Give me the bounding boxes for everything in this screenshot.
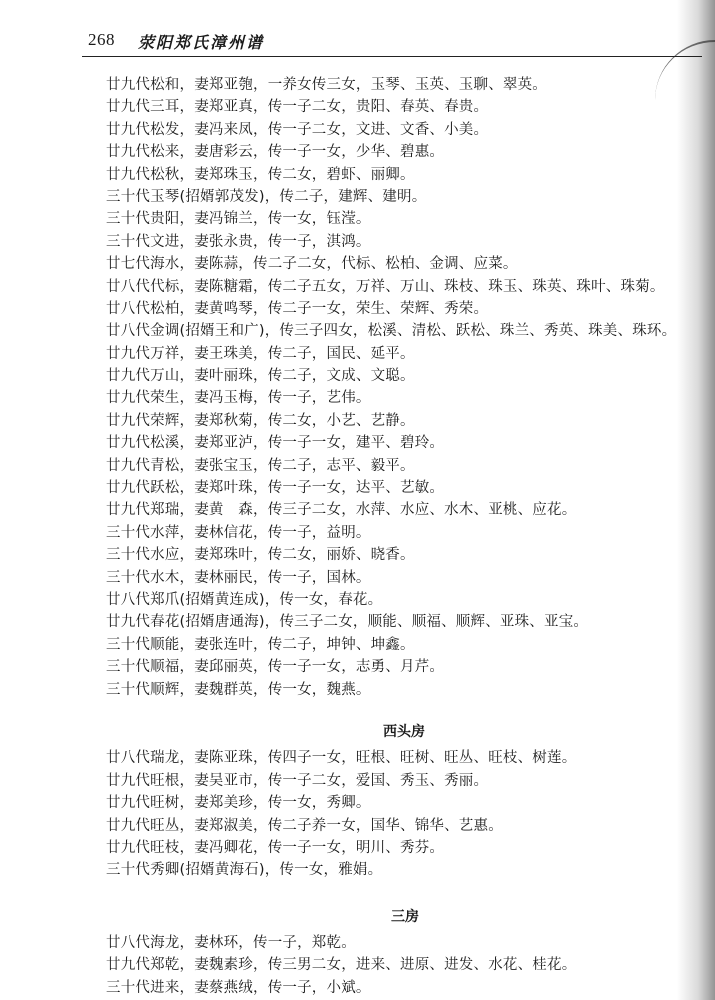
genealogy-entry: 廿八代海龙，妻林环，传一子，郑乾。 xyxy=(106,935,356,952)
genealogy-entry: 廿九代松来，妻唐彩云，传一子一女，少华、碧惠。 xyxy=(106,144,445,161)
genealogy-entry: 廿八代金调(招婿王和广)，传三子四女，松溪、清松、跃松、珠兰、秀英、珠美、珠环。 xyxy=(106,323,677,340)
genealogy-entry: 廿九代青松，妻张宝玉，传二子，志平、毅平。 xyxy=(106,457,415,474)
genealogy-entry: 廿九代松秋，妻郑珠玉，传二女，碧虾、丽卿。 xyxy=(106,166,415,183)
genealogy-entry: 廿七代海水，妻陈蒜，传二子二女，代标、松柏、金调、应菜。 xyxy=(106,256,518,273)
genealogy-entry: 三十代进来，妻蔡燕绒，传一子，小斌。 xyxy=(106,979,371,996)
genealogy-entry: 三十代秀卿(招婿黄海石)，传一女，雅娟。 xyxy=(106,862,383,879)
genealogy-entry: 廿九代郑瑞，妻黄 森，传三子二女，水萍、水应、水木、亚桃、应花。 xyxy=(106,502,577,519)
genealogy-entry: 廿九代荣辉，妻郑秋菊，传二女，小艺、艺静。 xyxy=(106,412,415,429)
genealogy-entry: 廿九代万祥，妻王珠美，传二子，国民、延平。 xyxy=(106,345,415,362)
genealogy-entry: 廿九代春花(招婿唐通海)，传三子二女，顺能、顺福、顺辉、亚珠、亚宝。 xyxy=(106,614,589,631)
genealogy-entry: 廿九代郑乾，妻魏素珍，传三男二女，进来、进原、进发、水花、桂花。 xyxy=(106,957,577,974)
genealogy-entry: 廿九代松和，妻郑亚匏，一养女传三女，玉琴、玉英、玉聊、翠英。 xyxy=(106,77,547,93)
genealogy-entry: 三十代玉琴(招婿郭茂发)，传二子，建辉、建明。 xyxy=(106,188,427,205)
genealogy-entry: 廿九代三耳，妻郑亚真，传一子二女，贵阳、春英、春贵。 xyxy=(106,99,489,116)
section-heading: 西头房 xyxy=(383,723,425,740)
genealogy-entry: 三十代文进，妻张永贵，传一子，淇鸿。 xyxy=(106,233,371,250)
genealogy-entry: 廿九代松发，妻冯来凤，传一子二女，文进、文香、小美。 xyxy=(106,121,489,138)
genealogy-text xyxy=(106,74,691,999)
genealogy-entry: 廿九代万山，妻叶丽珠，传二子，文成、文聪。 xyxy=(106,368,415,385)
genealogy-entry: 廿九代松溪，妻郑亚泸，传一子一女，建平、碧玲。 xyxy=(106,435,445,452)
genealogy-entry: 廿八代代标，妻陈糖霜，传二子五女，万祥、万山、珠枝、珠玉、珠英、珠叶、珠菊。 xyxy=(106,278,665,295)
genealogy-entry: 廿八代松柏，妻黄鸣琴，传二子一女，荣生、荣辉、秀荣。 xyxy=(106,300,489,317)
book-title: 荥阳郑氏漳州谱 xyxy=(138,33,265,52)
genealogy-entry: 三十代顺福，妻邱丽英，传一子一女，志勇、月芹。 xyxy=(106,659,445,676)
page-header xyxy=(82,28,702,57)
genealogy-entry: 廿九代旺枝，妻冯卿花，传一子一女，明川、秀芬。 xyxy=(106,839,445,856)
genealogy-entry: 廿九代旺丛，妻郑淑美，传二子养一女，国华、锦华、艺惠。 xyxy=(106,817,503,834)
genealogy-entry: 廿九代旺根，妻吴亚市，传一子二女，爱国、秀玉、秀丽。 xyxy=(106,772,489,789)
genealogy-entry: 三十代顺能，妻张连叶，传二子，坤钟、坤鑫。 xyxy=(106,636,415,653)
genealogy-entry: 三十代顺辉，妻魏群英，传一女，魏燕。 xyxy=(106,681,371,698)
genealogy-entry: 廿九代荣生，妻冯玉梅，传一子，艺伟。 xyxy=(106,390,371,407)
genealogy-entry: 三十代水木，妻林丽民，传一子，国林。 xyxy=(106,569,371,586)
genealogy-entry: 三十代贵阳，妻冯锦兰，传一女，钰滢。 xyxy=(106,211,371,228)
genealogy-entry: 廿九代旺树，妻郑美珍，传一女，秀卿。 xyxy=(106,795,371,812)
genealogy-entry: 廿九代跃松，妻郑叶珠，传一子一女，达平、艺敏。 xyxy=(106,480,445,497)
genealogy-entry: 廿八代郑爪(招婿黄连成)，传一女，春花。 xyxy=(106,591,383,608)
page-number: 268 xyxy=(88,30,115,49)
genealogy-entry: 三十代水萍，妻林信花，传一子，益明。 xyxy=(106,524,371,541)
section-heading: 三房 xyxy=(391,908,419,925)
genealogy-entry: 三十代水应，妻郑珠叶，传二女，丽娇、晓香。 xyxy=(106,547,415,564)
genealogy-entry: 廿八代瑞龙，妻陈亚珠，传四子一女，旺根、旺树、旺丛、旺枝、树莲。 xyxy=(106,750,577,767)
